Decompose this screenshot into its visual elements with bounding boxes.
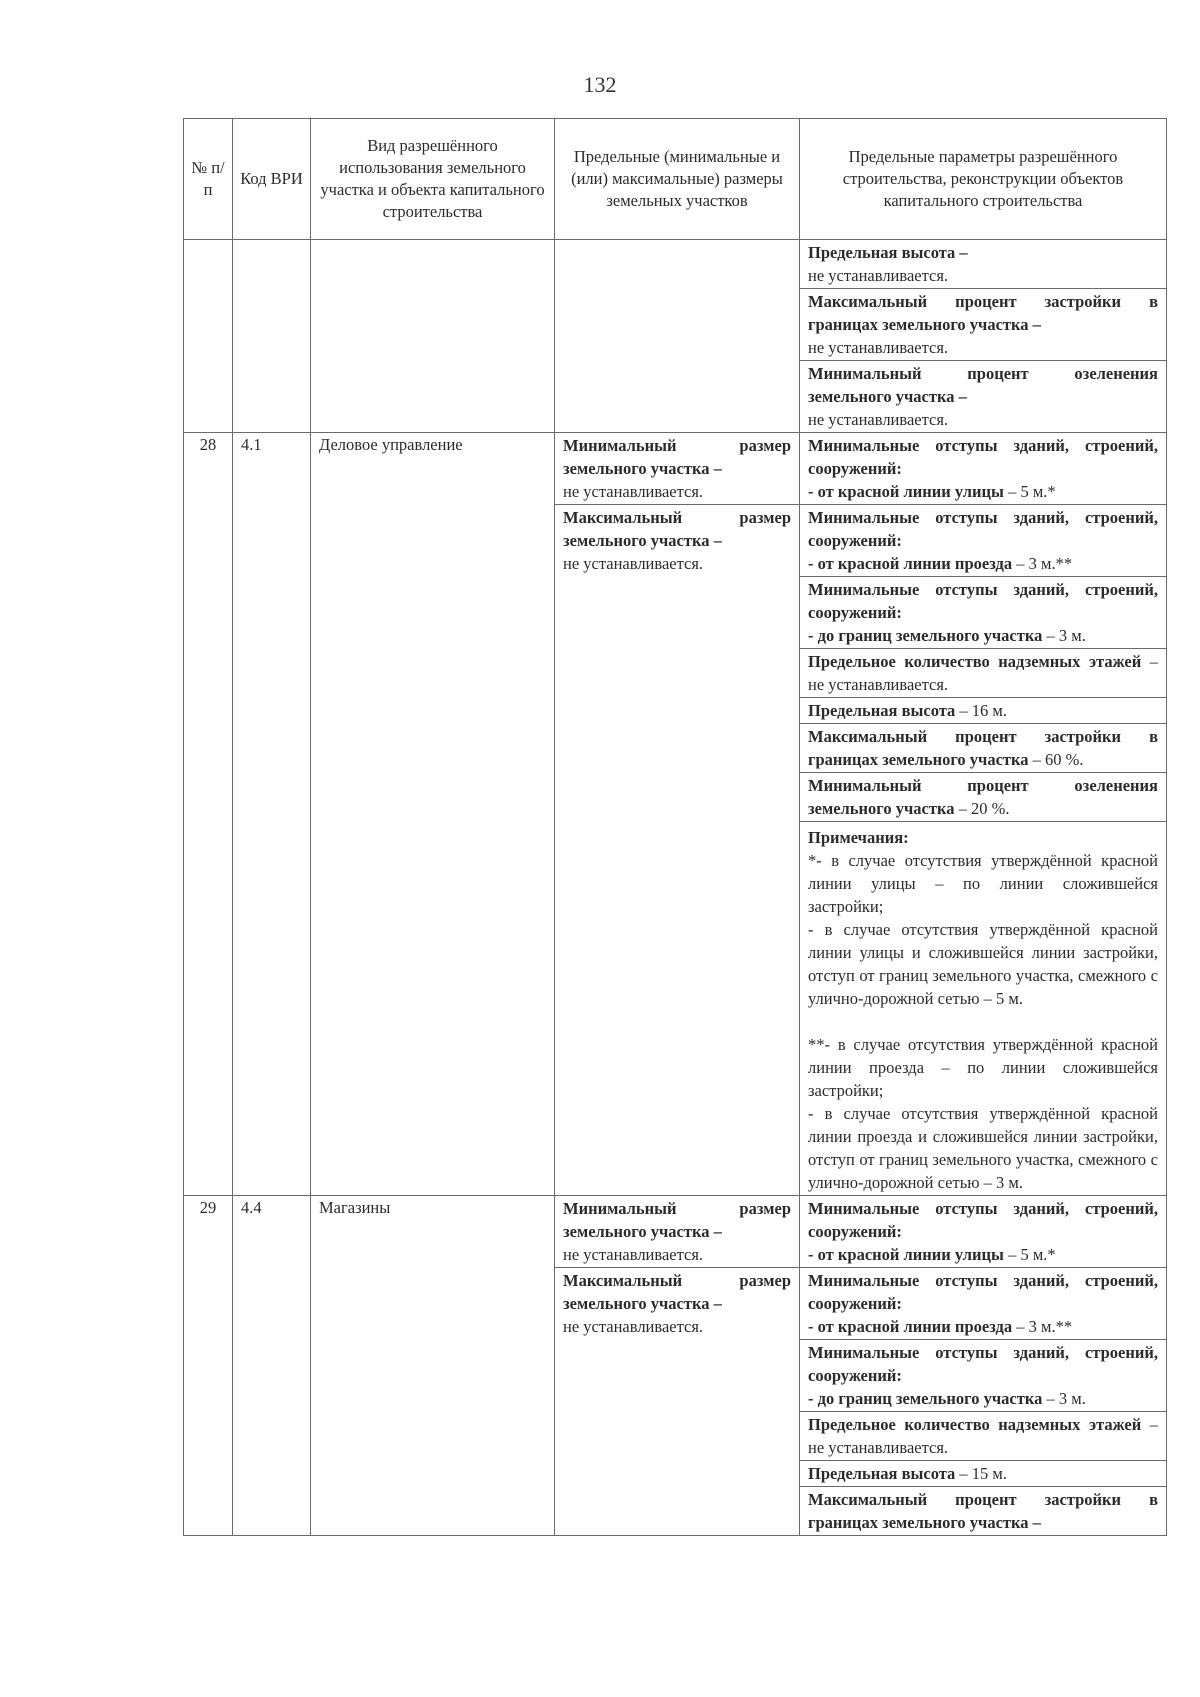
- cell-empty: [233, 240, 311, 433]
- header-num: № п/п: [184, 119, 233, 240]
- min-plot-size: [555, 1196, 800, 1268]
- row-number: 29: [184, 1196, 233, 1536]
- param-min-greening: [800, 361, 1167, 433]
- param-max-coverage: [800, 289, 1167, 361]
- row-number: 28: [184, 433, 233, 1196]
- min-plot-size: [555, 433, 800, 505]
- max-plot-size: [555, 1268, 800, 1536]
- param-value: – не устанавливается.: [808, 652, 1158, 694]
- plot-label: Максимальный размер земельного участка –: [563, 508, 791, 550]
- param-value: – 5 м.*: [1003, 1245, 1056, 1264]
- param-value: не устанавливается.: [808, 266, 949, 285]
- param-label: Максимальный процент застройки в границах земельного участка: [808, 727, 1158, 769]
- param-label: Минимальный процент озеленения земельного участка –: [808, 364, 1158, 406]
- param-setback-plot: [800, 1340, 1167, 1412]
- param-label: Предельная высота: [808, 701, 956, 720]
- param-greening: [800, 773, 1167, 822]
- header-plot-size: Предельные (минимальные и (или) максимальные) размеры земельных участков: [555, 119, 800, 240]
- notes-title: Примечания:: [808, 828, 909, 847]
- table-row: [184, 240, 1167, 289]
- plot-value: не устанавливается.: [563, 554, 704, 573]
- plot-value: не устанавливается.: [563, 482, 704, 501]
- cell-empty: [311, 240, 555, 433]
- param-floors: [800, 1412, 1167, 1461]
- param-label: Предельная высота: [808, 1464, 956, 1483]
- use-type-name: Магазины: [311, 1196, 555, 1536]
- plot-label: Минимальный размер земельного участка –: [563, 436, 791, 478]
- note-text: *- в случае отсутствия утверждённой красной линии улицы – по линии сложившейся застройки;: [808, 851, 1158, 916]
- param-label: Минимальные отступы зданий, строений, сооружений:: [808, 580, 1158, 622]
- param-setback-driveway: [800, 505, 1167, 577]
- param-height: [800, 1461, 1167, 1487]
- param-setback-street: [800, 433, 1167, 505]
- param-label: Минимальные отступы зданий, строений, сооружений:: [808, 436, 1158, 478]
- param-value: – 60 %.: [1028, 750, 1084, 769]
- note-text: - в случае отсутствия утверждённой красной линии улицы и сложившейся линии застройки, отступ от границ земельного участка, смежного с улично-дорожной сетью – 5 м.: [808, 920, 1158, 1008]
- cell-empty: [184, 240, 233, 433]
- param-setback-driveway: [800, 1268, 1167, 1340]
- vri-code: 4.1: [233, 433, 311, 1196]
- param-label: Максимальный процент застройки в границах земельного участка –: [808, 1490, 1158, 1532]
- param-label: Минимальные отступы зданий, строений, сооружений:: [808, 508, 1158, 550]
- note-text: - в случае отсутствия утверждённой красной линии проезда и сложившейся линии застройки, отступ от границ земельного участка, смежного с улично-дорожной сетью – 3 м.: [808, 1104, 1158, 1192]
- param-value: не устанавливается.: [808, 338, 949, 357]
- max-plot-size: [555, 505, 800, 1196]
- notes-cell: [800, 822, 1167, 1196]
- page-number: 132: [583, 72, 617, 97]
- param-value: – 3 м.**: [1012, 1317, 1073, 1336]
- plot-label: Минимальный размер земельного участка –: [563, 1199, 791, 1241]
- vri-code: 4.4: [233, 1196, 311, 1536]
- plot-value: не устанавливается.: [563, 1317, 704, 1336]
- param-max-height: [800, 240, 1167, 289]
- use-type-name: Деловое управление: [311, 433, 555, 1196]
- param-label: Минимальный процент озеленения земельного участка: [808, 776, 1158, 818]
- param-line: - от красной линии проезда: [808, 554, 1013, 573]
- note-text: **- в случае отсутствия утверждённой красной линии проезда – по линии сложившейся застройки;: [808, 1035, 1158, 1100]
- param-value: – 16 м.: [955, 701, 1007, 720]
- table-row-29: [184, 1196, 1167, 1268]
- header-code: Код ВРИ: [233, 119, 311, 240]
- param-line: - до границ земельного участка: [808, 1389, 1043, 1408]
- cell-empty: [555, 240, 800, 433]
- header-building-params: Предельные параметры разрешённого строительства, реконструкции объектов капитального строительства: [800, 119, 1167, 240]
- param-value: – 3 м.**: [1012, 554, 1073, 573]
- param-label: Предельное количество надземных этажей: [808, 1415, 1142, 1434]
- table-row-28: [184, 433, 1167, 505]
- param-value: – 3 м.: [1042, 1389, 1086, 1408]
- param-value: – 5 м.*: [1003, 482, 1056, 501]
- param-line: - от красной линии проезда: [808, 1317, 1013, 1336]
- param-label: Предельное количество надземных этажей: [808, 652, 1142, 671]
- param-setback-plot: [800, 577, 1167, 649]
- param-coverage: [800, 724, 1167, 773]
- param-line: - до границ земельного участка: [808, 626, 1043, 645]
- param-label: Максимальный процент застройки в границах земельного участка –: [808, 292, 1158, 334]
- param-line: - от красной линии улицы: [808, 1245, 1004, 1264]
- param-value: – 20 %.: [954, 799, 1010, 818]
- param-value: – 15 м.: [955, 1464, 1007, 1483]
- param-value: не устанавливается.: [808, 410, 949, 429]
- param-label: Предельная высота –: [808, 243, 968, 262]
- param-label: Минимальные отступы зданий, строений, сооружений:: [808, 1343, 1158, 1385]
- header-use-type: Вид разрешённого использования земельного участка и объекта капитального строительства: [311, 119, 555, 240]
- param-value: – не устанавливается.: [808, 1415, 1158, 1457]
- param-value: – 3 м.: [1042, 626, 1086, 645]
- param-label: Минимальные отступы зданий, строений, сооружений:: [808, 1271, 1158, 1313]
- plot-label: Максимальный размер земельного участка –: [563, 1271, 791, 1313]
- land-use-parameters-table: [183, 118, 1167, 1536]
- param-floors: [800, 649, 1167, 698]
- param-coverage: [800, 1487, 1167, 1536]
- param-line: - от красной линии улицы: [808, 482, 1004, 501]
- param-label: Минимальные отступы зданий, строений, сооружений:: [808, 1199, 1158, 1241]
- table-header-row: [184, 119, 1167, 240]
- plot-value: не устанавливается.: [563, 1245, 704, 1264]
- param-height: [800, 698, 1167, 724]
- param-setback-street: [800, 1196, 1167, 1268]
